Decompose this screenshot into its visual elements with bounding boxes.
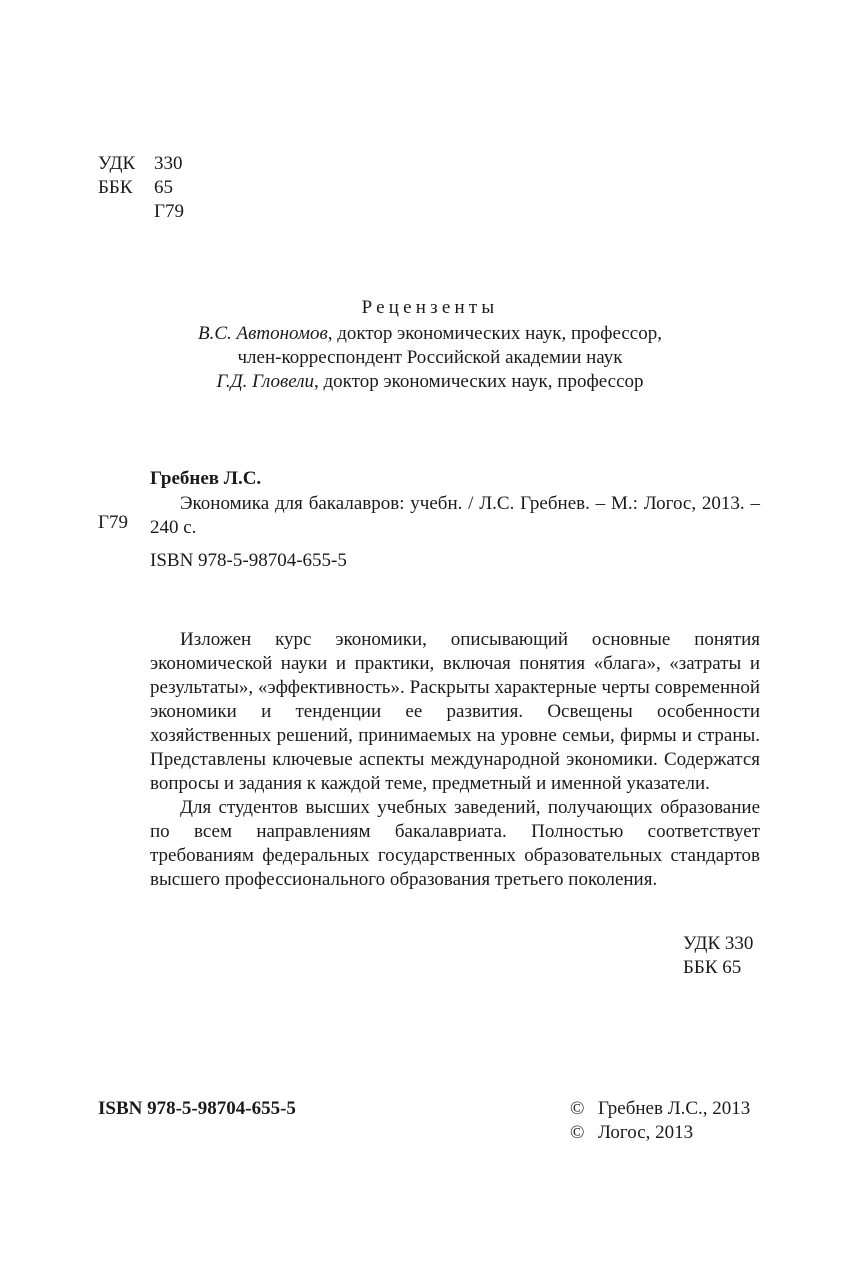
author-mark-value: Г79: [154, 201, 184, 222]
record-description: Экономика для бакалавров: учебн. / Л.С. Гребнев. – М.: Логос, 2013. – 240 с.: [150, 493, 760, 538]
reviewers-block: [100, 296, 760, 394]
annotation-paragraph-2: Для студентов высших учебных заведений, получающих образование по всем направлениям бакалавриата. Полностью соответствует требованиям федеральных государственных образовательных стандартов высшего профессионального образования третьего поколения.: [150, 797, 760, 890]
reviewer-line-1: [100, 322, 760, 346]
udc-bottom: УДК 330: [683, 933, 754, 954]
author-mark-label: [98, 200, 154, 224]
record-isbn: ISBN 978-5-98704-655-5: [150, 550, 347, 571]
reviewer-name: В.С. Автономов: [198, 323, 328, 344]
copyright-publisher: [570, 1121, 750, 1145]
classification-top: [98, 152, 184, 224]
reviewers-heading: Рецензенты: [361, 297, 499, 318]
reviewer-text: член-корреспондент Российской академии наук: [237, 347, 623, 368]
copyrights: [570, 1097, 750, 1145]
copyright-text: Гребнев Л.С., 2013: [598, 1098, 751, 1119]
bbk-label: ББК: [98, 177, 133, 198]
bbk-value: 65: [154, 177, 173, 198]
udc-row: [98, 152, 184, 176]
classification-bottom: [683, 932, 753, 980]
copyright-author: [570, 1097, 750, 1121]
copyright-sign: ©: [570, 1122, 585, 1143]
bbk-bottom: ББК 65: [683, 957, 742, 978]
annotation-paragraph-1: Изложен курс экономики, описывающий основные понятия экономической науки и практики, включая понятия «блага», «затраты и результаты», «эффективность». Раскрыты характерные черты современной экономики и тенденции ее развития. Освещены особенности хозяйственных решений, принимаемых на уровне семьи, фирмы и страны. Представлены ключевые аспекты международной экономики. Содержатся вопросы и задания к каждой теме, предметный и именной указатели.: [150, 629, 760, 794]
record-author: Гребнев Л.С.: [150, 468, 262, 489]
copyright-sign: ©: [570, 1098, 585, 1119]
reviewer-text: , доктор экономических наук, профессор,: [327, 323, 662, 344]
reviewer-name: Г.Д. Гловели: [216, 371, 314, 392]
udc-value: 330: [154, 153, 183, 174]
record-author-mark: Г79: [98, 512, 128, 533]
bbk-row: [98, 176, 184, 200]
udc-label: УДК: [98, 153, 136, 174]
copyright-text: Логос, 2013: [598, 1122, 694, 1143]
reviewer-line-3: [100, 370, 760, 394]
reviewer-line-2: [100, 346, 760, 370]
author-mark-row: [98, 200, 184, 224]
reviewer-text: , доктор экономических наук, профессор: [314, 371, 644, 392]
annotation: [150, 628, 760, 892]
footer-isbn: ISBN 978-5-98704-655-5: [98, 1098, 296, 1119]
